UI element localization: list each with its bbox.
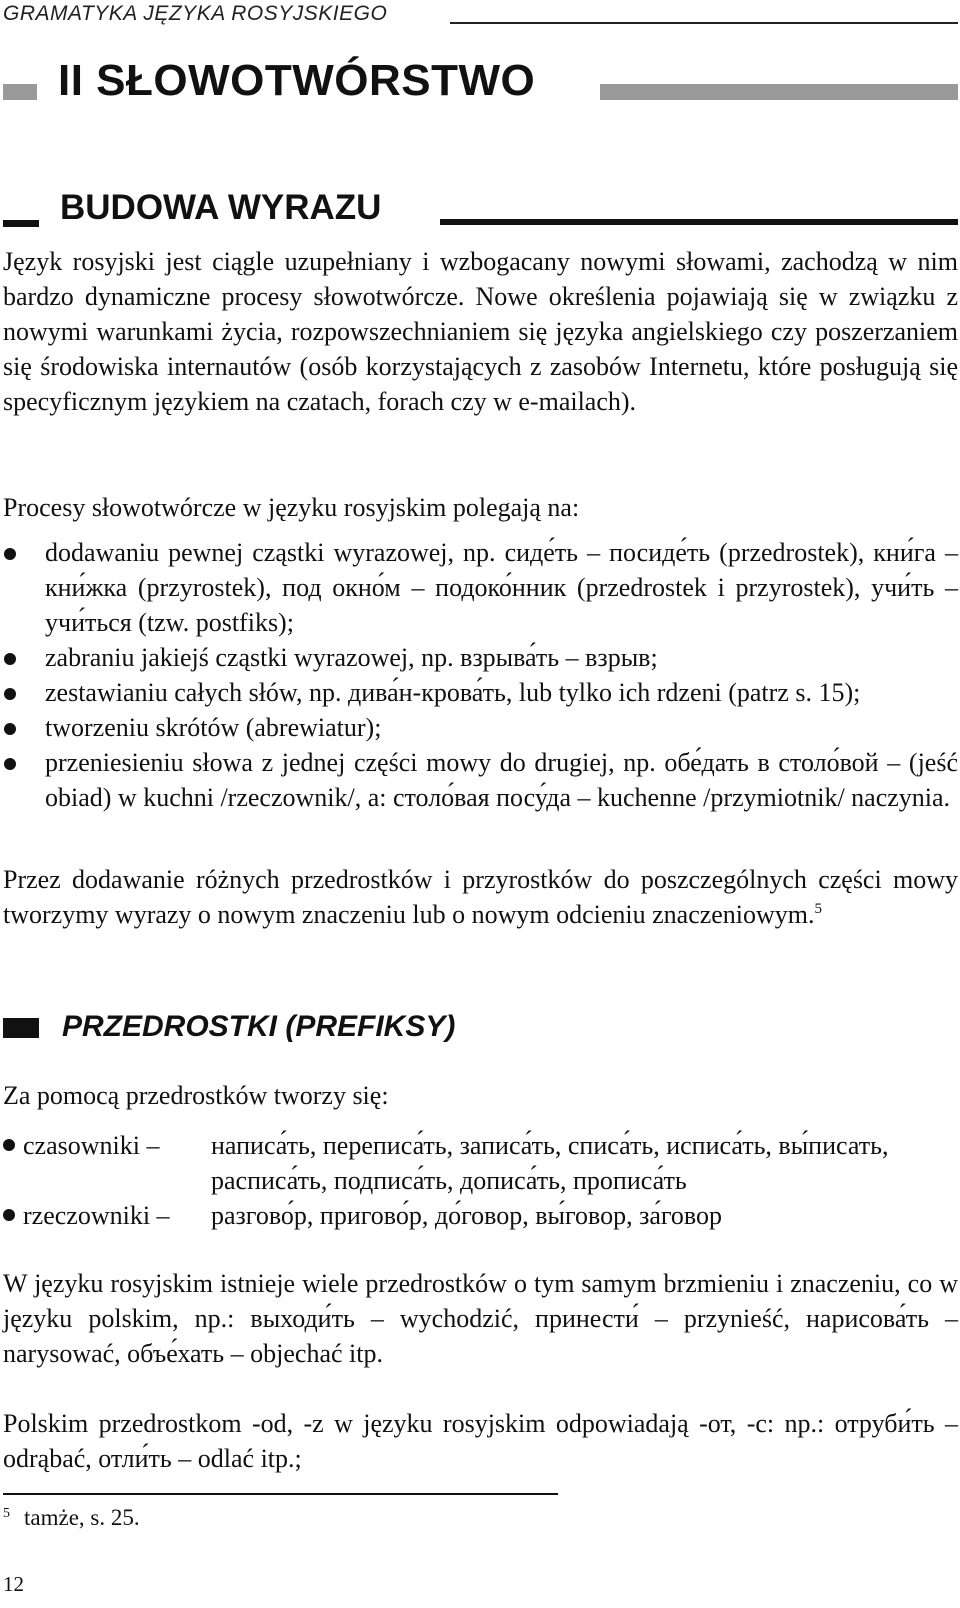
example-label-text: rzeczowniki – <box>23 1201 170 1230</box>
bullet-icon <box>4 723 16 735</box>
intro-paragraph: Język rosyjski jest ciągle uzupełniany i wzbogacany nowymi słowami, zachodzą w nim bardzo dynamiczne procesy słowotwórcze. Nowe określenia pojawiają się w związku z nowymi warunkami życia, rozpowszechnianiem się języka angielskiego czy poszerzaniem się środowiska internautów (osób korzystających z zasobów Internetu, które posługują się specyficznym językiem na czatach, forach czy w e-mailach). <box>3 247 958 416</box>
list-item <box>3 745 958 815</box>
bullet-icon <box>4 548 16 560</box>
footnote-mark: 5 <box>3 1506 10 1521</box>
running-header: GRAMATYKA JĘZYKA ROSYJSKIEGO <box>3 2 388 25</box>
example-words: разгово́р, пригово́р, до́говор, вы́говор, за́говор <box>211 1201 722 1230</box>
list-item-text: tworzeniu skrótów (abrewiatur); <box>45 713 382 742</box>
example-words: написа́ть, переписа́ть, записа́ть, списа́ть, исписа́ть, вы́писать, расписа́ть, подписа́ть, дописа́ть, прописа́ть <box>211 1131 889 1195</box>
list-item <box>3 640 958 675</box>
processes-list <box>3 535 958 815</box>
closing-paragraph <box>3 862 958 937</box>
section-rule <box>440 219 958 225</box>
footnote-rule <box>3 1493 558 1495</box>
bullet-icon <box>4 653 16 665</box>
chapter-marker-block <box>3 84 37 100</box>
processes-lead: Procesy słowotwórcze w języku rosyjskim polegają na: <box>3 493 580 522</box>
example-label <box>3 1128 159 1163</box>
bullet-icon <box>4 758 16 770</box>
example-label <box>3 1198 170 1233</box>
list-item-text: zabraniu jakiejś cząstki wyrazowej, np. взрыва́ть – взрыв; <box>45 643 658 672</box>
same-prefixes-paragraph: W języku rosyjskim istnieje wiele przedrostków o tym samym brzmieniu i znaczeniu, co w języku polskim, np.: выходи́ть – wychodzić, принести́ – przynieść, нарисова́ть – narysować, объе́хать – objechać itp. <box>3 1269 958 1368</box>
bullet-icon <box>4 688 16 700</box>
subsection-marker <box>3 1018 39 1038</box>
page-number: 12 <box>3 1572 24 1596</box>
footnote <box>3 1503 140 1537</box>
section-title: BUDOWA WYRAZU <box>60 188 382 227</box>
list-item-text: przeniesieniu słowa z jednej części mowy do drugiej, np. обе́дать в столо́вой – (jeść obiad) w kuchni /rzeczownik/, a: столо́вая посу́да – kuchenne /przymiotnik/ naczynia. <box>45 748 958 812</box>
subsection-title: PRZEDROSTKI (PREFIKSY) <box>62 1010 456 1043</box>
example-label-text: czasowniki – <box>23 1131 160 1160</box>
bullet-icon <box>3 1139 15 1151</box>
list-item <box>3 710 958 745</box>
list-item-text: zestawianiu całych słów, np. дива́н-крова́ть, lub tylko ich rdzeni (patrz s. 15); <box>45 678 861 707</box>
prefix-lead: Za pomocą przedrostków tworzy się: <box>3 1081 389 1110</box>
bullet-icon <box>3 1209 15 1221</box>
section-marker <box>3 220 39 227</box>
footnote-text: tamże, s. 25. <box>24 1505 140 1530</box>
footnote-reference[interactable]: 5 <box>814 901 823 917</box>
chapter-title-bar <box>600 84 958 100</box>
list-item-text: dodawaniu pewnej cząstki wyrazowej, np. сиде́ть – посиде́ть (przedrostek), кни́га – кни́жка (przyrostek), под окно́м – подоко́нник (przedrostek i przyrostek), учи́ть – учи́ться (tzw. postfiks); <box>45 538 958 637</box>
chapter-title: II SŁOWOTWÓRSTWO <box>58 56 536 105</box>
header-rule <box>450 22 958 24</box>
od-z-paragraph: Polskim przedrostkom -od, -z w języku rosyjskim odpowiadają -от, -с: np.: отруби́ть – odrąbać, отли́ть – odlać itp.; <box>3 1409 958 1473</box>
list-item <box>3 675 958 710</box>
list-item <box>3 535 958 640</box>
closing-text: Przez dodawanie różnych przedrostków i przyrostków do poszczególnych części mowy tworzymy wyrazy o nowym znaczeniu lub o nowym odcieniu znaczeniowym. <box>3 865 958 929</box>
